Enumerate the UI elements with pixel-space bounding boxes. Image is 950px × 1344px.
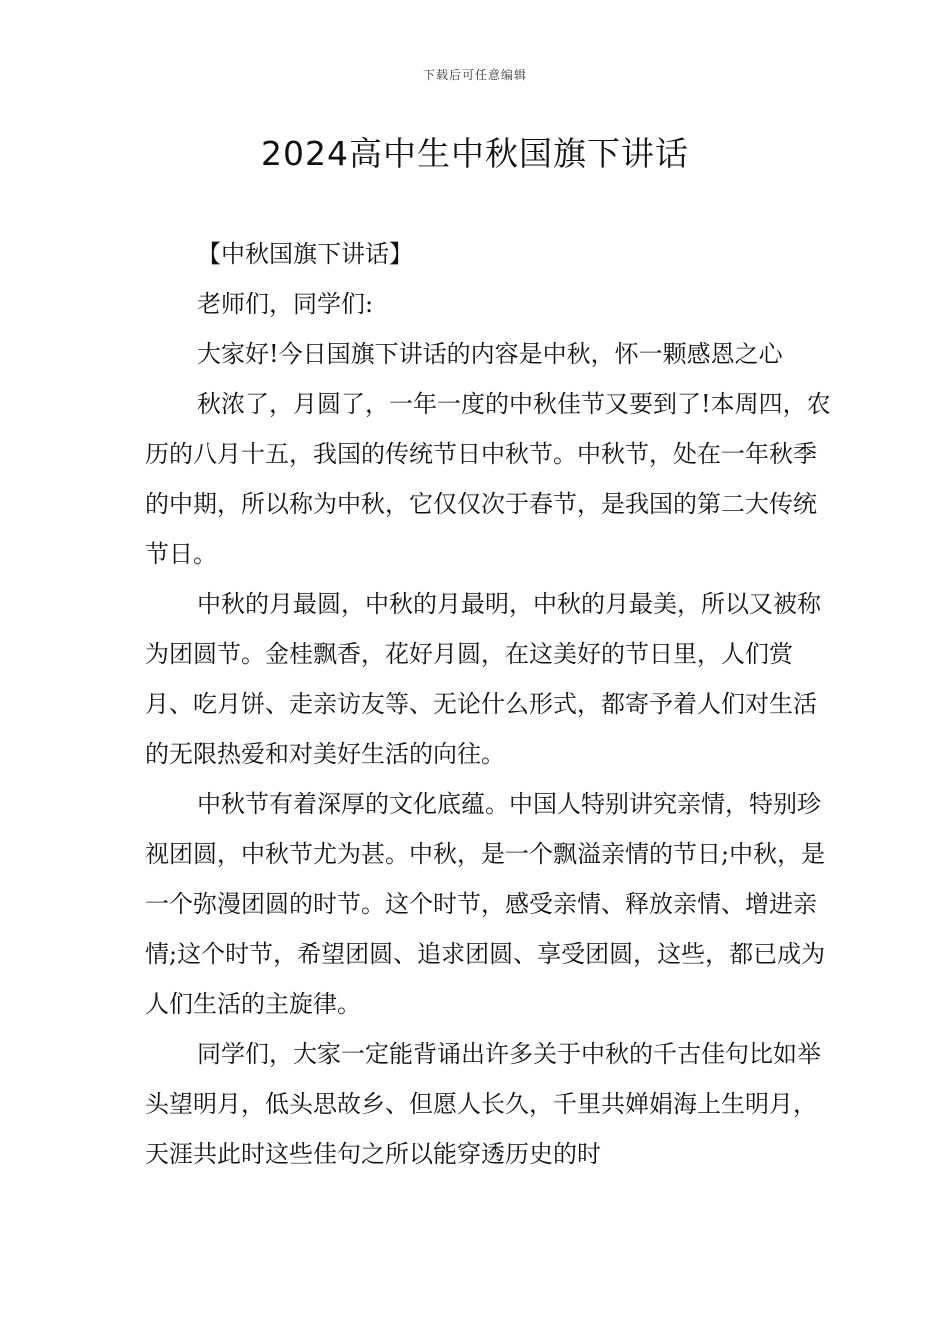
document-title: 2024高中生中秋国旗下讲话 xyxy=(261,134,689,173)
paragraph: 秋浓了，月圆了，一年一度的中秋佳节又要到了!本周四，农历的八月十五，我国的传统节日中秋节。中秋节，处在一年秋季的中期，所以称为中秋，它仅仅次于春节，是我国的第二大传统节日。 xyxy=(145,390,831,568)
paragraph-heading: 【中秋国旗下讲话】 xyxy=(197,240,413,268)
paragraph: 大家好!今日国旗下讲话的内容是中秋，怀一颗感恩之心 xyxy=(197,340,783,368)
paragraph: 中秋节有着深厚的文化底蕴。中国人特别讲究亲情，特别珍视团圆，中秋节尤为甚。中秋，是一个飘溢亲情的节日;中秋，是一个弥漫团圆的时节。这个时节，感受亲情、释放亲情、增进亲情;这个时节，希望团圆、追求团圆、享受团圆，这些，都已成为人们生活的主旋律。 xyxy=(145,790,826,1018)
paragraph: 同学们，大家一定能背诵出许多关于中秋的千古佳句比如举头望明月，低头思故乡、但愿人长久，千里共婵娟海上生明月，天涯共此时这些佳句之所以能穿透历史的时 xyxy=(145,1040,821,1168)
header-note: 下载后可任意编辑 xyxy=(422,68,527,82)
paragraph-salutation: 老师们，同学们: xyxy=(197,290,374,318)
paragraph: 中秋的月最圆，中秋的月最明，中秋的月最美，所以又被称为团圆节。金桂飘香，花好月圆，在这美好的节日里，人们赏月、吃月饼、走亲访友等、无论什么形式，都寄予着人们对生活的无限热爱和对美好生活的向往。 xyxy=(145,590,821,768)
document-body xyxy=(145,229,835,1179)
